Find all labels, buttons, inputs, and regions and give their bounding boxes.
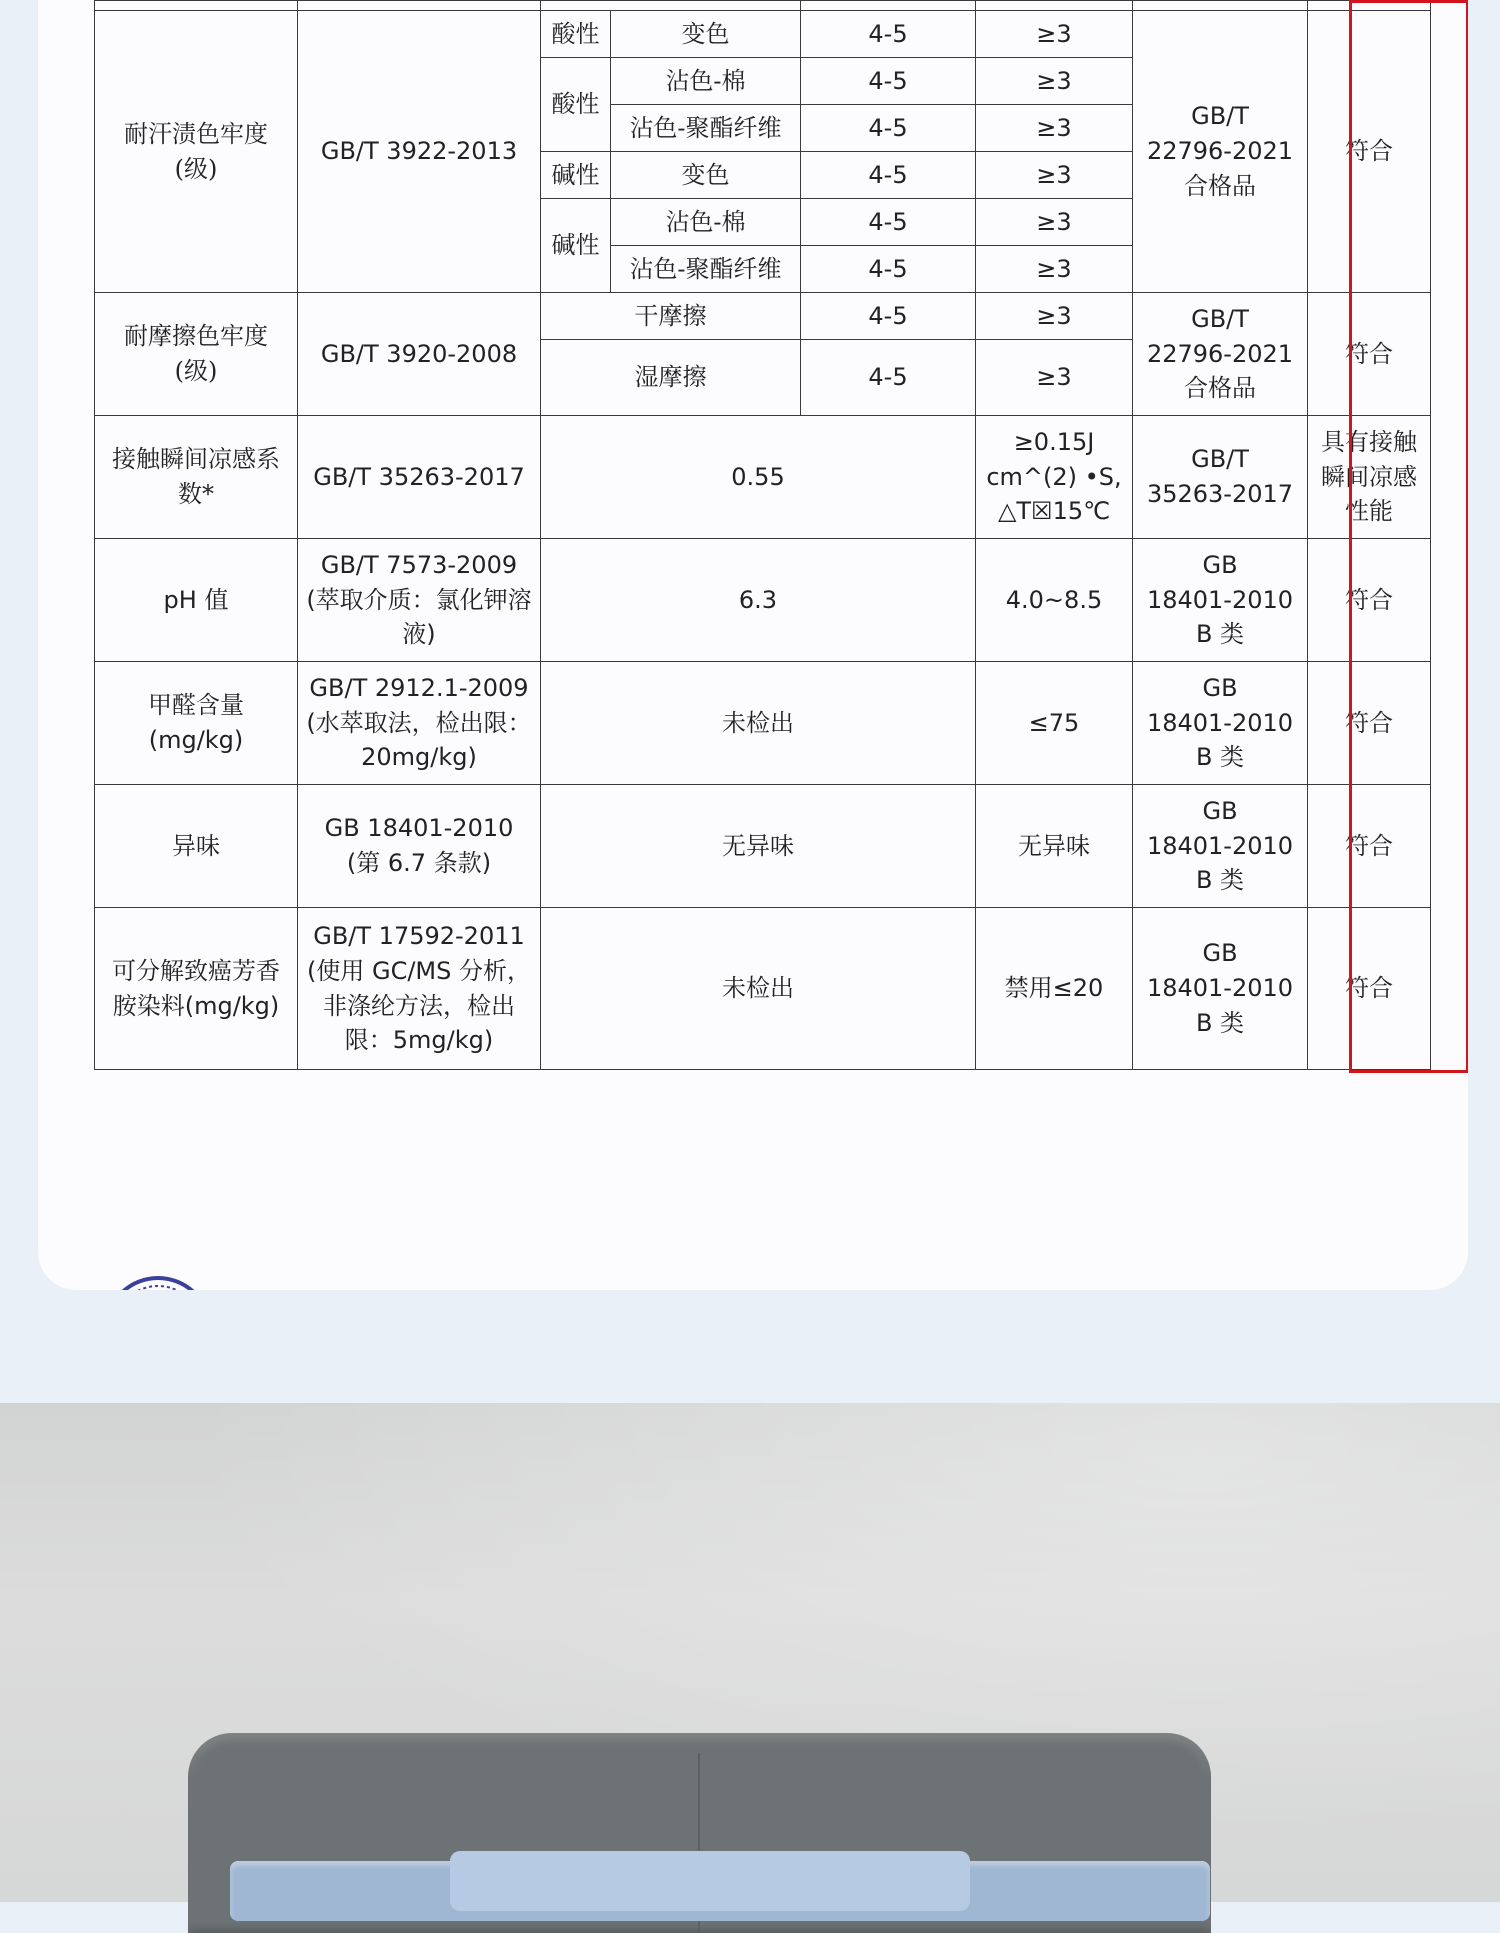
result-cell: 4-5	[801, 199, 976, 246]
requirement-cell: 禁用≤20	[976, 908, 1133, 1070]
result-cell: 4-5	[801, 152, 976, 199]
standard-cell: GB 18401-2010 B 类	[1133, 539, 1308, 662]
result-cell: 6.3	[541, 539, 976, 662]
requirement-cell: ≥3	[976, 340, 1133, 416]
sub-item-cell: 沾色-聚酯纤维	[611, 105, 801, 152]
verdict-cell: 符合	[1308, 908, 1431, 1070]
verdict-cell: 符合	[1308, 293, 1431, 416]
verdict-cell: 具有接触 瞬间凉感 性能	[1308, 416, 1431, 539]
test-report-card	[38, 0, 1468, 1290]
requirement-cell: ≥3	[976, 246, 1133, 293]
product-photo	[0, 1403, 1500, 1902]
verdict-cell: 符合	[1308, 11, 1431, 293]
sub-item-cell: 变色	[611, 11, 801, 58]
standard-cell: GB/T 22796-2021 合格品	[1133, 293, 1308, 416]
requirement-cell: ≥3	[976, 199, 1133, 246]
sub-item-cell: 沾色-聚酯纤维	[611, 246, 801, 293]
sub-item-cell: 沾色-棉	[611, 58, 801, 105]
group-cell: 碱性	[541, 199, 611, 293]
method-cell: GB/T 2912.1-2009 (水萃取法，检出限： 20mg/kg)	[298, 662, 541, 785]
item-cell: 可分解致癌芳香 胺染料(mg/kg)	[95, 908, 298, 1070]
item-cell: 甲醛含量 (mg/kg)	[95, 662, 298, 785]
table-row	[95, 785, 1431, 908]
group-cell: 碱性	[541, 152, 611, 199]
requirement-cell: ≥3	[976, 105, 1133, 152]
group-cell: 酸性	[541, 58, 611, 152]
requirement-cell: ≥3	[976, 293, 1133, 340]
table-row	[95, 416, 1431, 539]
requirement-cell: ≥0.15J cm^(2) •S, △T☒15℃	[976, 416, 1133, 539]
table-row	[95, 662, 1431, 785]
result-cell: 4-5	[801, 105, 976, 152]
standard-cell: GB 18401-2010 B 类	[1133, 662, 1308, 785]
result-cell: 4-5	[801, 340, 976, 416]
method-cell: GB/T 3922-2013	[298, 11, 541, 293]
table-row	[95, 539, 1431, 662]
requirement-cell: ≤75	[976, 662, 1133, 785]
result-cell: 4-5	[801, 58, 976, 105]
item-cell: 耐摩擦色牢度 (级)	[95, 293, 298, 416]
standard-cell: GB 18401-2010 B 类	[1133, 908, 1308, 1070]
result-cell: 无异味	[541, 785, 976, 908]
seal-stamp-icon	[88, 1270, 228, 1290]
method-cell: GB 18401-2010 (第 6.7 条款)	[298, 785, 541, 908]
verdict-cell: 符合	[1308, 785, 1431, 908]
sub-item-cell: 干摩擦	[541, 293, 801, 340]
item-cell: 接触瞬间凉感系 数*	[95, 416, 298, 539]
result-cell: 4-5	[801, 293, 976, 340]
method-cell: GB/T 3920-2008	[298, 293, 541, 416]
method-cell: GB/T 7573-2009 (萃取介质：氯化钾溶 液)	[298, 539, 541, 662]
requirement-cell: 无异味	[976, 785, 1133, 908]
verdict-cell: 符合	[1308, 662, 1431, 785]
sub-item-cell: 沾色-棉	[611, 199, 801, 246]
result-cell: 未检出	[541, 662, 976, 785]
standard-cell: GB 18401-2010 B 类	[1133, 785, 1308, 908]
result-cell: 4-5	[801, 11, 976, 58]
sub-item-cell: 变色	[611, 152, 801, 199]
result-cell: 未检出	[541, 908, 976, 1070]
verdict-cell: 符合	[1308, 539, 1431, 662]
item-cell: pH 值	[95, 539, 298, 662]
sub-item-cell: 湿摩擦	[541, 340, 801, 416]
pillow-front	[450, 1851, 970, 1911]
item-cell: 异味	[95, 785, 298, 908]
method-cell: GB/T 17592-2011 (使用 GC/MS 分析， 非涤纶方法，检出 限：5mg/kg)	[298, 908, 541, 1070]
group-cell: 酸性	[541, 11, 611, 58]
result-cell: 0.55	[541, 416, 976, 539]
requirement-cell: 4.0~8.5	[976, 539, 1133, 662]
standard-cell: GB/T 22796-2021 合格品	[1133, 11, 1308, 293]
result-cell: 4-5	[801, 246, 976, 293]
requirement-cell: ≥3	[976, 11, 1133, 58]
table-row	[95, 11, 1431, 58]
standard-cell: GB/T 35263-2017	[1133, 416, 1308, 539]
test-results-table	[94, 0, 1431, 1070]
item-cell: 耐汗渍色牢度 (级)	[95, 11, 298, 293]
requirement-cell: ≥3	[976, 58, 1133, 105]
requirement-cell: ≥3	[976, 152, 1133, 199]
table-row-partial	[95, 1, 1431, 11]
table-row	[95, 908, 1431, 1070]
table-row	[95, 293, 1431, 340]
method-cell: GB/T 35263-2017	[298, 416, 541, 539]
